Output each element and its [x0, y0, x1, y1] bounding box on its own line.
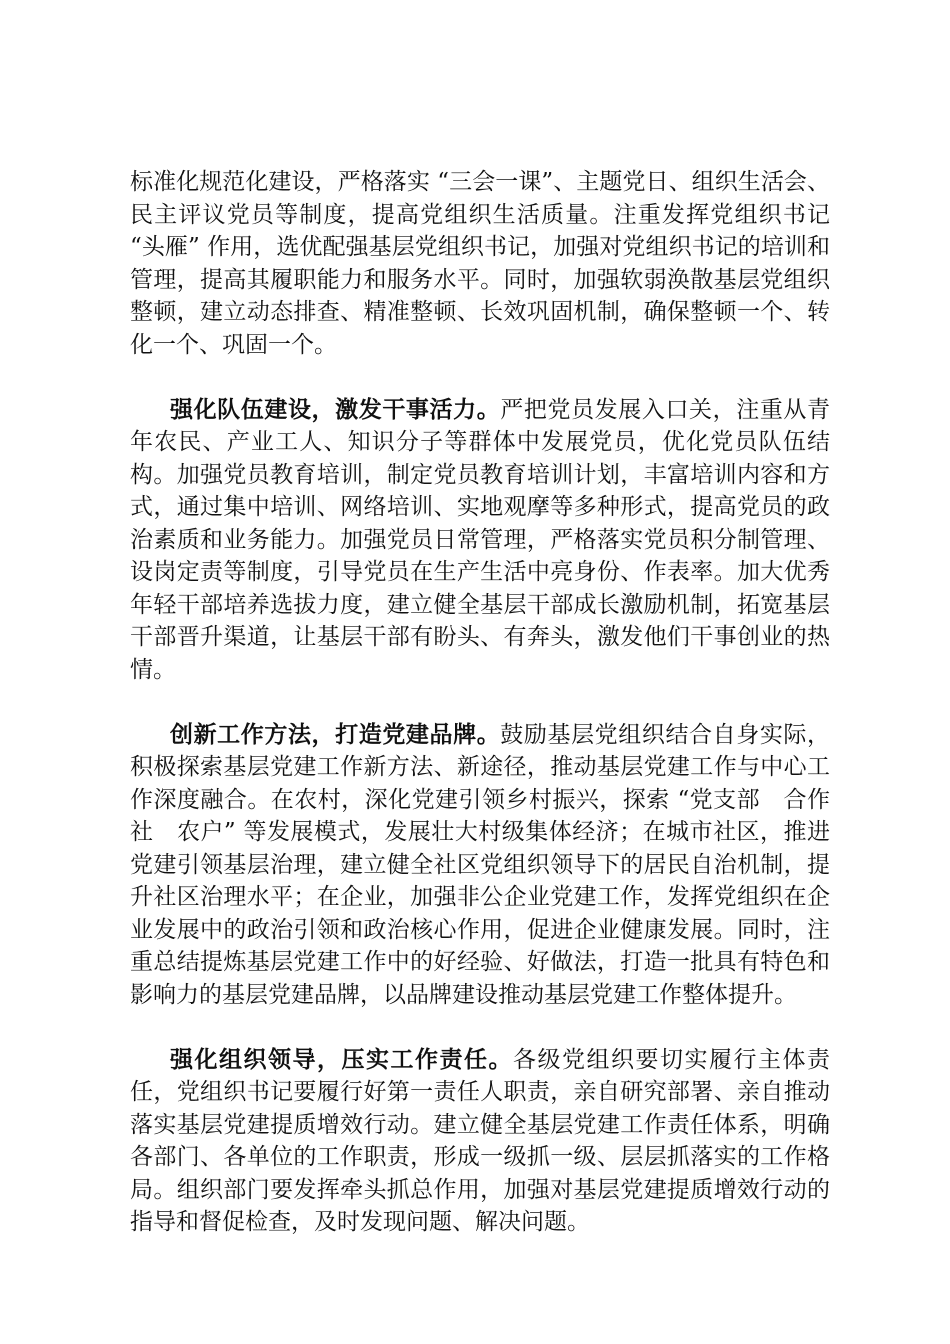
paragraph-lead: 强化组织领导，压实工作责任。 [170, 1045, 513, 1073]
paragraph-continuation [130, 166, 830, 361]
paragraph-body: 各级党组织要切实履行主体责任，党组织书记要履行好第一责任人职责，亲自研究部署、亲自推动落实基层党建提质增效行动。建立健全基层党建工作责任体系，明确各部门、各单位的工作职责，形成一级抓一级、层层抓落实的工作格局。组织部门要发挥牵头抓总作用，加强对基层党建提质增效行动的指导和督促检查，及时发现问题、解决问题。 [130, 1046, 830, 1235]
paragraph-lead: 强化队伍建设，激发干事活力。 [170, 395, 501, 423]
paragraph-body: 标准化规范化建设，严格落实 “三会一课”、主题党日、组织生活会、民主评议党员等制度，提高党组织生活质量。注重发挥党组织书记 “头雁” 作用，选优配强基层党组织书记，加强对党组织书记的培训和管理，提高其履职能力和服务水平。同时，加强软弱涣散基层党组织整顿，建立动态排查、精准整顿、长效巩固机制，确保整顿一个、转化一个、巩固一个。 [130, 169, 830, 358]
document-page [130, 166, 830, 1271]
paragraph-team-building [130, 394, 830, 687]
paragraph-leadership [130, 1044, 830, 1239]
paragraph-body: 严把党员发展入口关，注重从青年农民、产业工人、知识分子等群体中发展党员，优化党员队伍结构。加强党员教育培训，制定党员教育培训计划，丰富培训内容和方式，通过集中培训、网络培训、实地观摩等多种形式，提高党员的政治素质和业务能力。加强党员日常管理，严格落实党员积分制管理、设岗定责等制度，引导党员在生产生活中亮身份、作表率。加大优秀年轻干部培养选拔力度，建立健全基层干部成长激励机制，拓宽基层干部晋升渠道，让基层干部有盼头、有奔头，激发他们干事创业的热情。 [130, 396, 831, 683]
paragraph-innovation [130, 719, 830, 1012]
paragraph-lead: 创新工作方法，打造党建品牌。 [170, 720, 501, 748]
paragraph-body: 鼓励基层党组织结合自身实际，积极探索基层党建工作新方法、新途径，推动基层党建工作与中心工作深度融合。在农村，深化党建引领乡村振兴，探索 “党支部 合作社 农户” 等发展模式，发展壮大村级集体经济；在城市社区，推进党建引领基层治理，建立健全社区党组织领导下的居民自治机制，提升社区治理水平；在企业，加强非公企业党建工作，发挥党组织在企业发展中的政治引领和政治核心作用，促进企业健康发展。同时，注重总结提炼基层党建工作中的好经验、好做法，打造一批具有特色和影响力的基层党建品牌，以品牌建设推动基层党建工作整体提升。 [130, 721, 831, 1008]
